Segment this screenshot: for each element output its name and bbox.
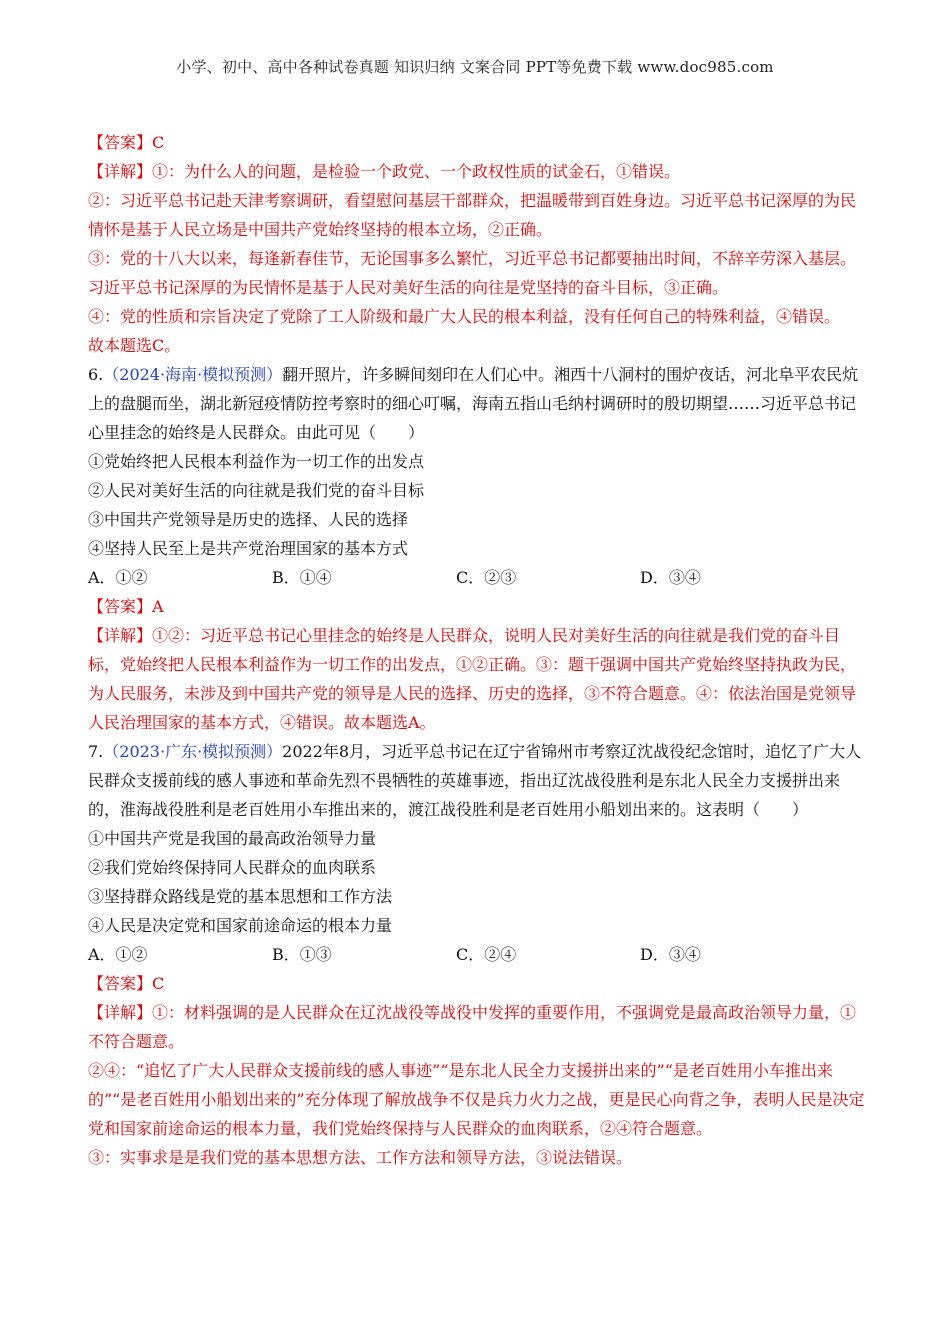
detail-label: 【详解】 (88, 162, 153, 181)
q6-detail: 【详解】①②：习近平总书记心里挂念的始终是人民群众，说明人民对美好生活的向往就是我们党的奋斗目标，党始终把人民根本利益作为一切工作的出发点，①②正确。③：题干强调中国共产党始终坚持执政为民，为人民服务，未涉及到中国共产党的领导是人民的选择、历史的选择，③不符合题意。④：依法治国是党领导人民治理国家的基本方式，④错误。故本题选A。 (88, 626, 857, 732)
q7-detail-line: 【详解】①：材料强调的是人民群众在辽沈战役等战役中发挥的重要作用，不强调党是最高政治领导力量，①不符合题意。 (88, 1003, 857, 1051)
q6-stem (88, 360, 870, 447)
q6-statement: ④坚持人民至上是共产党治理国家的基本方式 (88, 539, 409, 558)
q6-statement: ③中国共产党领导是历史的选择、人民的选择 (88, 510, 409, 529)
q7-options (88, 940, 870, 969)
question-text: 2022年8月，习近平总书记在辽宁省锦州市考察辽沈战役纪念馆时，追忆了广大人民群众支援前线的感人事迹和革命先烈不畏牺牲的英雄事迹，指出辽沈战役胜利是东北人民全力支援拼出来的，淮海战役胜利是老百姓用小车推出来的，渡江战役胜利是老百姓用小船划出来的。这表明（ ） (88, 742, 862, 819)
q7-statement: ②我们党始终保持同人民群众的血肉联系 (88, 858, 377, 877)
option-c: C．②③ (456, 568, 517, 587)
question-source: （2023·广东·模拟预测） (103, 742, 283, 761)
option-b: B．①③ (272, 945, 332, 964)
question-source: （2024·海南·模拟预测） (103, 365, 283, 384)
option-a: A．①② (88, 945, 148, 964)
question-text: 翻开照片，许多瞬间刻印在人们心中。湘西十八洞村的围炉夜话，河北阜平农民炕上的盘腿而坐，湖北新冠疫情防控考察时的细心叮嘱，海南五指山毛纳村调研时的殷切期望……习近平总书记心里挂念的始终是人民群众。由此可见（ ） (88, 365, 859, 442)
page-header: 小学、初中、高中各种试卷真题 知识归纳 文案合同 PPT等免费下载 www.doc985.com (176, 58, 774, 76)
q7-stem (88, 737, 870, 824)
question-number: 7. (88, 742, 104, 761)
answer-value: C (152, 974, 165, 993)
q7-statement: ①中国共产党是我国的最高政治领导力量 (88, 829, 377, 848)
q5-detail-line: ③：党的十八大以来，每逢新春佳节，无论国事多么繁忙，习近平总书记都要抽出时间，不辞辛劳深入基层。习近平总书记深厚的为民情怀是基于人民对美好生活的向往是党坚持的奋斗目标，③正确。 (88, 249, 857, 297)
answer-label: 【答案】 (88, 133, 153, 152)
q7-statement: ③坚持群众路线是党的基本思想和工作方法 (88, 887, 393, 906)
q5-detail-line: 【详解】①：为什么人的问题，是检验一个政党、一个政权性质的试金石，①错误。 (88, 162, 681, 181)
answer-value: C (152, 133, 165, 152)
answer-label: 【答案】 (88, 974, 153, 993)
detail-label: 【详解】 (88, 1003, 153, 1022)
answer-value: A (152, 597, 164, 616)
q6-answer (88, 592, 870, 621)
q5-detail-line: 故本题选C。 (88, 336, 181, 355)
q7-detail-line: ②④：“追忆了广大人民群众支援前线的感人事迹”“是东北人民全力支援拼出来的”“是老百姓用小车推出来的”“是老百姓用小船划出来的”充分体现了解放战争不仅是兵力火力之战，更是民心向背之争，表明人民是决定党和国家前途命运的根本力量，我们党始终保持与人民群众的血肉联系，②④符合题意。 (88, 1061, 865, 1138)
q5-detail-line: ②：习近平总书记赴天津考察调研，看望慰问基层干部群众，把温暖带到百姓身边。习近平总书记深厚的为民情怀是基于人民立场是中国共产党始终坚持的根本立场，②正确。 (88, 191, 857, 239)
q7-answer (88, 969, 870, 998)
q6-statement: ①党始终把人民根本利益作为一切工作的出发点 (88, 452, 425, 471)
document-body (88, 128, 870, 1172)
option-c: C．②④ (456, 945, 517, 964)
option-a: A．①② (88, 568, 148, 587)
q6-options (88, 563, 870, 592)
q5-detail-line: ④：党的性质和宗旨决定了党除了工人阶级和最广大人民的根本利益，没有任何自己的特殊利益，④错误。 (88, 307, 841, 326)
option-d: D．③④ (640, 568, 701, 587)
answer-label: 【答案】 (88, 597, 153, 616)
q7-detail-line: ③：实事求是是我们党的基本思想方法、工作方法和领导方法，③说法错误。 (88, 1148, 633, 1167)
option-b: B．①④ (272, 568, 332, 587)
question-number: 6. (88, 365, 104, 384)
q6-statement: ②人民对美好生活的向往就是我们党的奋斗目标 (88, 481, 425, 500)
q5-answer (88, 128, 870, 157)
q7-statement: ④人民是决定党和国家前途命运的根本力量 (88, 916, 393, 935)
option-d: D．③④ (640, 945, 701, 964)
detail-label: 【详解】 (88, 626, 153, 645)
